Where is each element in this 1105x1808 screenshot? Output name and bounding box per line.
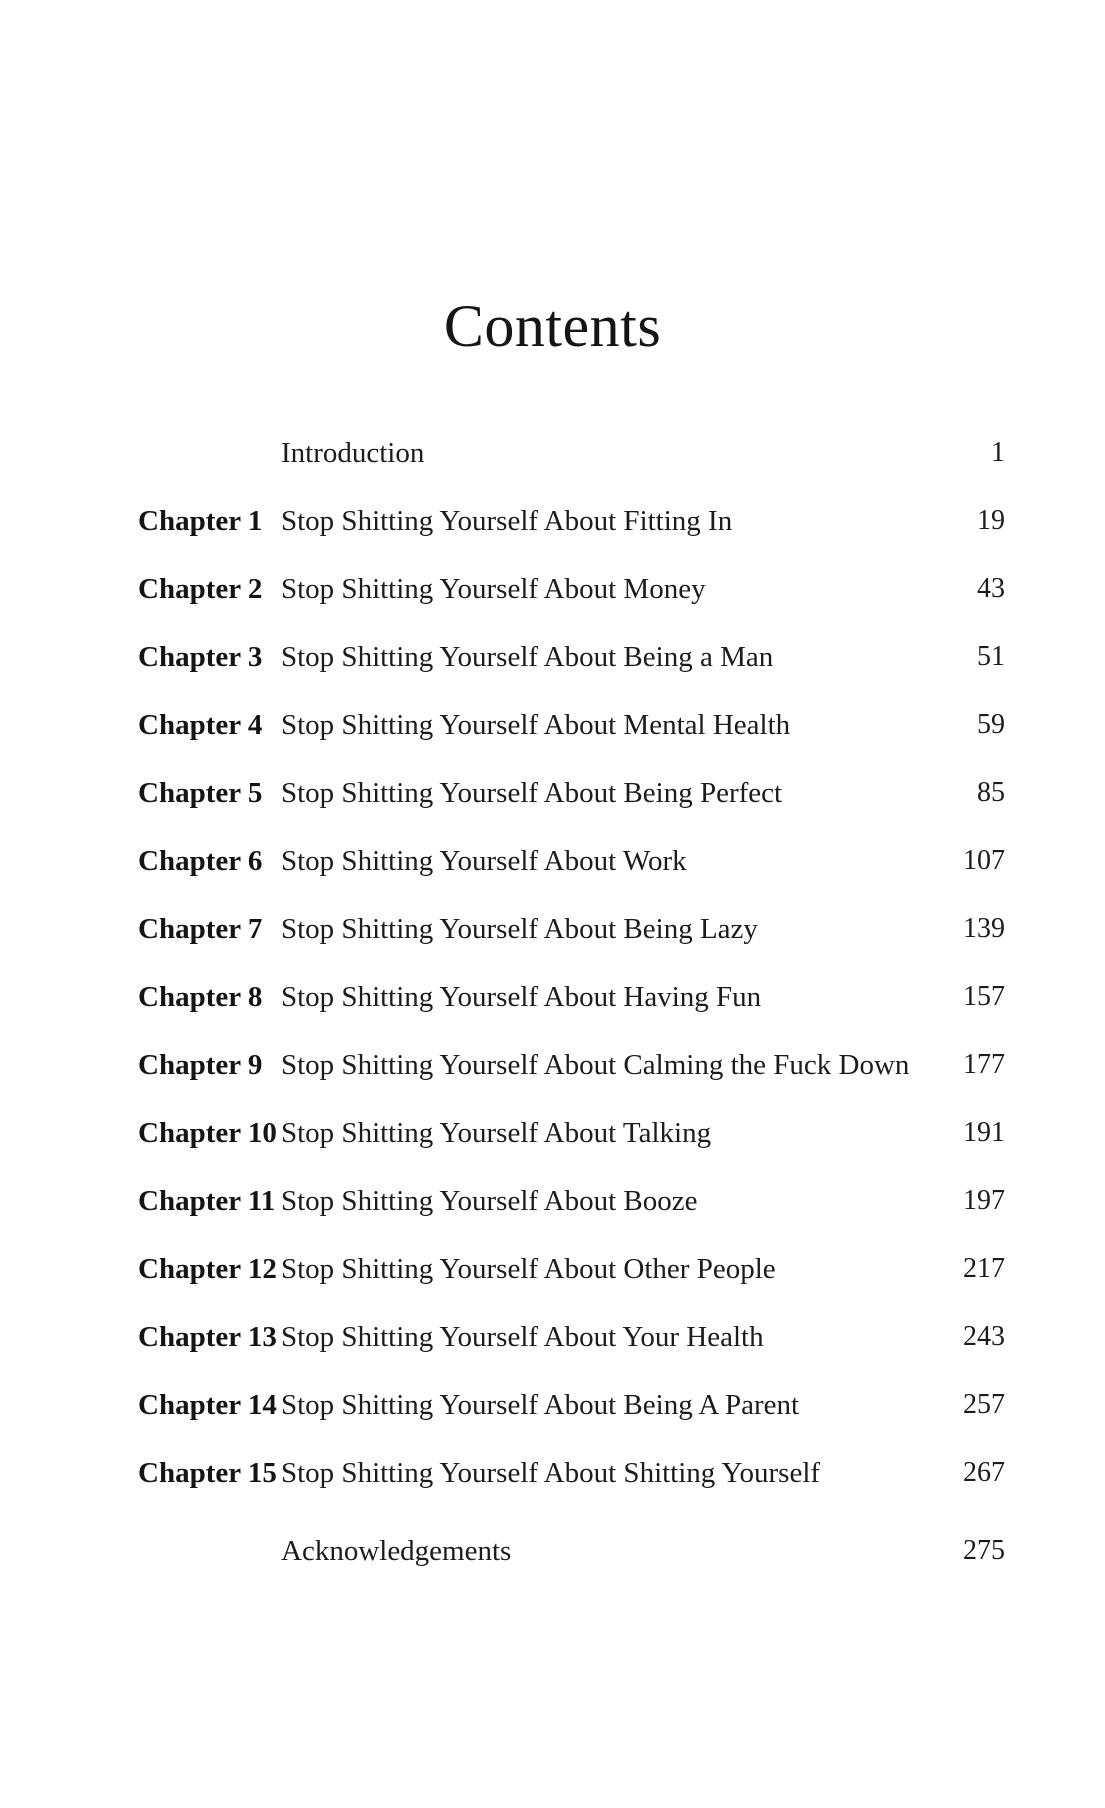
entry-title: Stop Shitting Yourself About Being A Parent xyxy=(281,1389,800,1421)
chapter-label: Chapter 12 xyxy=(138,1253,277,1285)
toc-entry-chapter xyxy=(0,709,1105,759)
page-number: 43 xyxy=(977,573,1005,604)
chapter-label: Chapter 9 xyxy=(138,1049,263,1081)
page-number: 19 xyxy=(977,505,1005,536)
chapter-label: Chapter 15 xyxy=(138,1457,277,1489)
page-number: 177 xyxy=(963,1049,1005,1080)
toc-entry-chapter xyxy=(0,573,1105,623)
page-number: 257 xyxy=(963,1389,1005,1420)
chapter-label: Chapter 2 xyxy=(138,573,263,605)
chapter-label: Chapter 8 xyxy=(138,981,263,1013)
chapter-label: Chapter 13 xyxy=(138,1321,277,1353)
entry-title: Stop Shitting Yourself About Being Perfect xyxy=(281,777,783,809)
page-title: Contents xyxy=(443,293,662,360)
entry-title: Stop Shitting Yourself About Having Fun xyxy=(281,981,762,1013)
toc-entry-chapter xyxy=(0,1049,1105,1099)
entry-title: Stop Shitting Yourself About Mental Health xyxy=(281,709,791,741)
page-number: 51 xyxy=(977,641,1005,672)
chapter-label: Chapter 4 xyxy=(138,709,263,741)
page-number: 85 xyxy=(977,777,1005,808)
toc-entry-chapter xyxy=(0,1389,1105,1439)
chapter-label: Chapter 3 xyxy=(138,641,263,673)
entry-title: Stop Shitting Yourself About Talking xyxy=(281,1117,712,1149)
page-number: 217 xyxy=(963,1253,1005,1284)
toc-entry-chapter xyxy=(0,845,1105,895)
chapter-label: Chapter 5 xyxy=(138,777,263,809)
chapter-label: Chapter 7 xyxy=(138,913,263,945)
page-number: 191 xyxy=(963,1117,1005,1148)
page-number: 59 xyxy=(977,709,1005,740)
entry-title: Stop Shitting Yourself About Being Lazy xyxy=(281,913,758,945)
page-number: 243 xyxy=(963,1321,1005,1352)
toc-entry-acknowledgements xyxy=(0,1535,1105,1585)
page-number: 107 xyxy=(963,845,1005,876)
toc-entry-chapter xyxy=(0,505,1105,555)
toc-entry-chapter xyxy=(0,913,1105,963)
entry-title: Acknowledgements xyxy=(281,1535,512,1567)
entry-title: Stop Shitting Yourself About Being a Man xyxy=(281,641,774,673)
toc-entry-chapter xyxy=(0,1117,1105,1167)
entry-title: Stop Shitting Yourself About Fitting In xyxy=(281,505,733,537)
entry-title: Stop Shitting Yourself About Booze xyxy=(281,1185,698,1217)
toc-entry-chapter xyxy=(0,1185,1105,1235)
toc-entry-chapter xyxy=(0,777,1105,827)
toc-entry-introduction xyxy=(0,437,1105,487)
chapter-label: Chapter 14 xyxy=(138,1389,277,1421)
entry-title: Introduction xyxy=(281,437,425,469)
entry-title: Stop Shitting Yourself About Other People xyxy=(281,1253,776,1285)
entry-title: Stop Shitting Yourself About Shitting Yourself xyxy=(281,1457,821,1489)
page-number: 1 xyxy=(991,437,1005,468)
page-number: 197 xyxy=(963,1185,1005,1216)
page-number: 267 xyxy=(963,1457,1005,1488)
entry-title: Stop Shitting Yourself About Calming the Fuck Down xyxy=(281,1049,910,1081)
toc-entry-chapter xyxy=(0,981,1105,1031)
toc-entry-chapter xyxy=(0,1321,1105,1371)
entry-title: Stop Shitting Yourself About Work xyxy=(281,845,687,877)
page-number: 275 xyxy=(963,1535,1005,1566)
chapter-label: Chapter 10 xyxy=(138,1117,277,1149)
toc-entry-chapter xyxy=(0,641,1105,691)
page-number: 157 xyxy=(963,981,1005,1012)
entry-title: Stop Shitting Yourself About Your Health xyxy=(281,1321,764,1353)
page-number: 139 xyxy=(963,913,1005,944)
chapter-label: Chapter 11 xyxy=(138,1185,276,1217)
chapter-label: Chapter 6 xyxy=(138,845,263,877)
toc-entry-chapter xyxy=(0,1253,1105,1303)
entry-title: Stop Shitting Yourself About Money xyxy=(281,573,706,605)
toc-entry-chapter xyxy=(0,1457,1105,1507)
chapter-label: Chapter 1 xyxy=(138,505,263,537)
